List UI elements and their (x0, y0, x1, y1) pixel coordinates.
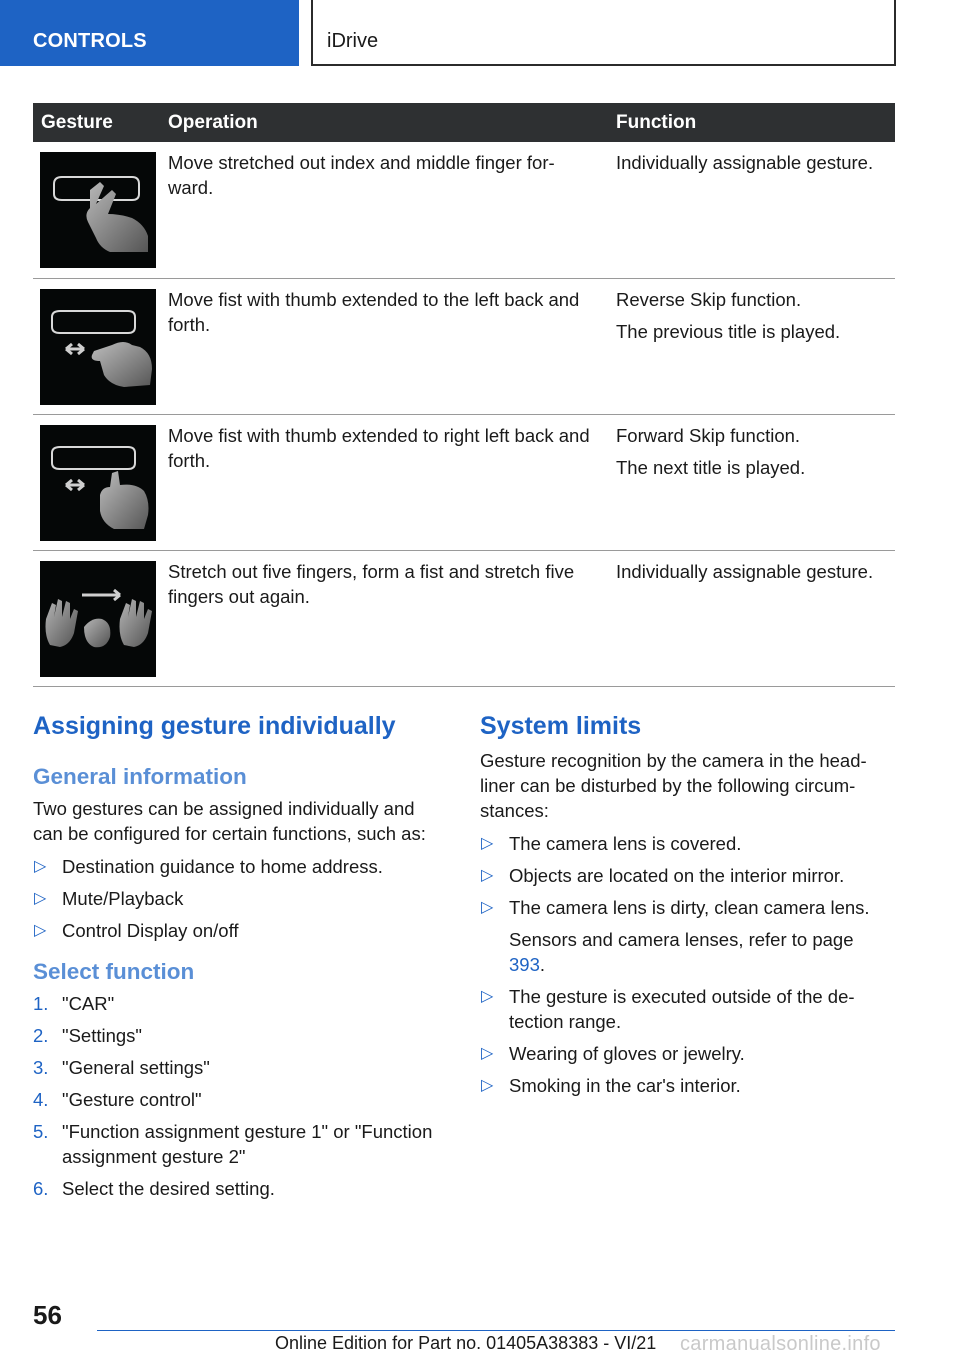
step-item: 4. "Gesture control" (33, 1089, 202, 1110)
edition-text: Online Edition for Part no. 01405A38383 - VI/21 (275, 1333, 657, 1353)
list-item: ▷ Objects are located on the interior mirror. (481, 865, 845, 886)
list-item: ▷ Wearing of gloves or jewelry. (481, 1043, 745, 1064)
column-header-function: Function (608, 103, 895, 142)
list-item: ▷ Smoking in the car's interior. (481, 1075, 741, 1096)
list-item: ▷ The camera lens is dirty, clean camera lens. Sensors and camera lenses, refer to page 393. (480, 895, 892, 977)
triangle-bullet-icon: ▷ (34, 890, 47, 907)
page-number: 56 (33, 1300, 62, 1330)
table-row (33, 414, 895, 550)
list-item: ▷ The gesture is executed outside of the de-tection range. (481, 986, 855, 1032)
list-item: ▷ Mute/Playback (34, 888, 184, 909)
step-item: 1. "CAR" (33, 993, 115, 1014)
five-fingers-fist-gesture-icon (40, 561, 156, 677)
triangle-bullet-icon: ▷ (481, 1077, 494, 1094)
general-information-list (33, 854, 443, 943)
triangle-bullet-icon: ▷ (481, 1045, 494, 1062)
table-header-row (33, 103, 895, 142)
footer-divider (97, 1330, 895, 1331)
triangle-bullet-icon: ▷ (34, 922, 47, 939)
general-information-text: Two gestures can be assigned individually and can be configured for certain functions, such as: (33, 798, 426, 844)
step-item: 5. "Function assignment gesture 1" or "Function assignment gesture 2" (33, 1121, 433, 1167)
function-text: Individually assignable gesture. (616, 152, 874, 173)
general-information-heading: General information (33, 764, 247, 789)
list-item: ▷ Destination guidance to home address. (34, 856, 383, 877)
function-cell (608, 414, 895, 550)
function-text: Individually assignable gesture. (616, 560, 874, 582)
function-cell (608, 550, 895, 686)
page-link[interactable]: 393 (509, 954, 540, 975)
triangle-bullet-icon: ▷ (481, 899, 494, 916)
fist-thumb-left-gesture-icon (40, 289, 156, 405)
gesture-table (33, 103, 895, 687)
list-item: ▷ The camera lens is covered. (481, 833, 742, 854)
triangle-bullet-icon: ▷ (34, 858, 47, 875)
table-row (33, 550, 895, 686)
function-note: The previous title is played. (616, 320, 841, 342)
operation-cell: Move stretched out index and middle finger for-ward. (160, 142, 608, 278)
select-function-heading: Select function (33, 959, 195, 984)
list-item: ▷ Control Display on/off (34, 920, 239, 941)
function-cell (608, 278, 895, 414)
assigning-gesture-section (33, 710, 443, 1208)
system-limits-list (480, 831, 892, 1098)
operation-cell: Stretch out five fingers, form a fist and stretch five fingers out again. (160, 550, 608, 686)
system-limits-section (480, 710, 892, 1112)
function-text: Forward Skip function. (616, 424, 801, 446)
column-header-gesture: Gesture (33, 103, 160, 142)
operation-cell: Move fist with thumb extended to the left back and forth. (160, 278, 608, 414)
triangle-bullet-icon: ▷ (481, 835, 494, 852)
fist-thumb-right-gesture-icon (40, 425, 156, 541)
select-function-steps (33, 991, 443, 1201)
system-limits-intro: Gesture recognition by the camera in the head-liner can be disturbed by the following circum-stances: (480, 750, 867, 821)
table-row (33, 142, 895, 278)
section-heading: Assigning gesture individually (33, 712, 396, 740)
cross-reference: Sensors and camera lenses, refer to page 393. (509, 929, 854, 975)
operation-cell: Move fist with thumb extended to right left back and forth. (160, 414, 608, 550)
two-finger-forward-gesture-icon (40, 152, 156, 268)
column-header-operation: Operation (160, 103, 608, 142)
function-text: Reverse Skip function. (616, 288, 802, 310)
system-limits-heading: System limits (480, 712, 642, 740)
function-note: The next title is played. (616, 456, 806, 478)
step-item: 3. "General settings" (33, 1057, 210, 1078)
triangle-bullet-icon: ▷ (481, 988, 494, 1005)
table-row (33, 278, 895, 414)
step-item: 2. "Settings" (33, 1025, 142, 1046)
step-item: 6. Select the desired setting. (33, 1178, 275, 1199)
triangle-bullet-icon: ▷ (481, 867, 494, 884)
chapter-title: iDrive (311, 0, 896, 66)
section-tab: CONTROLS (0, 0, 299, 66)
function-cell (608, 142, 895, 278)
watermark: carmanualsonline.info (680, 1333, 881, 1355)
